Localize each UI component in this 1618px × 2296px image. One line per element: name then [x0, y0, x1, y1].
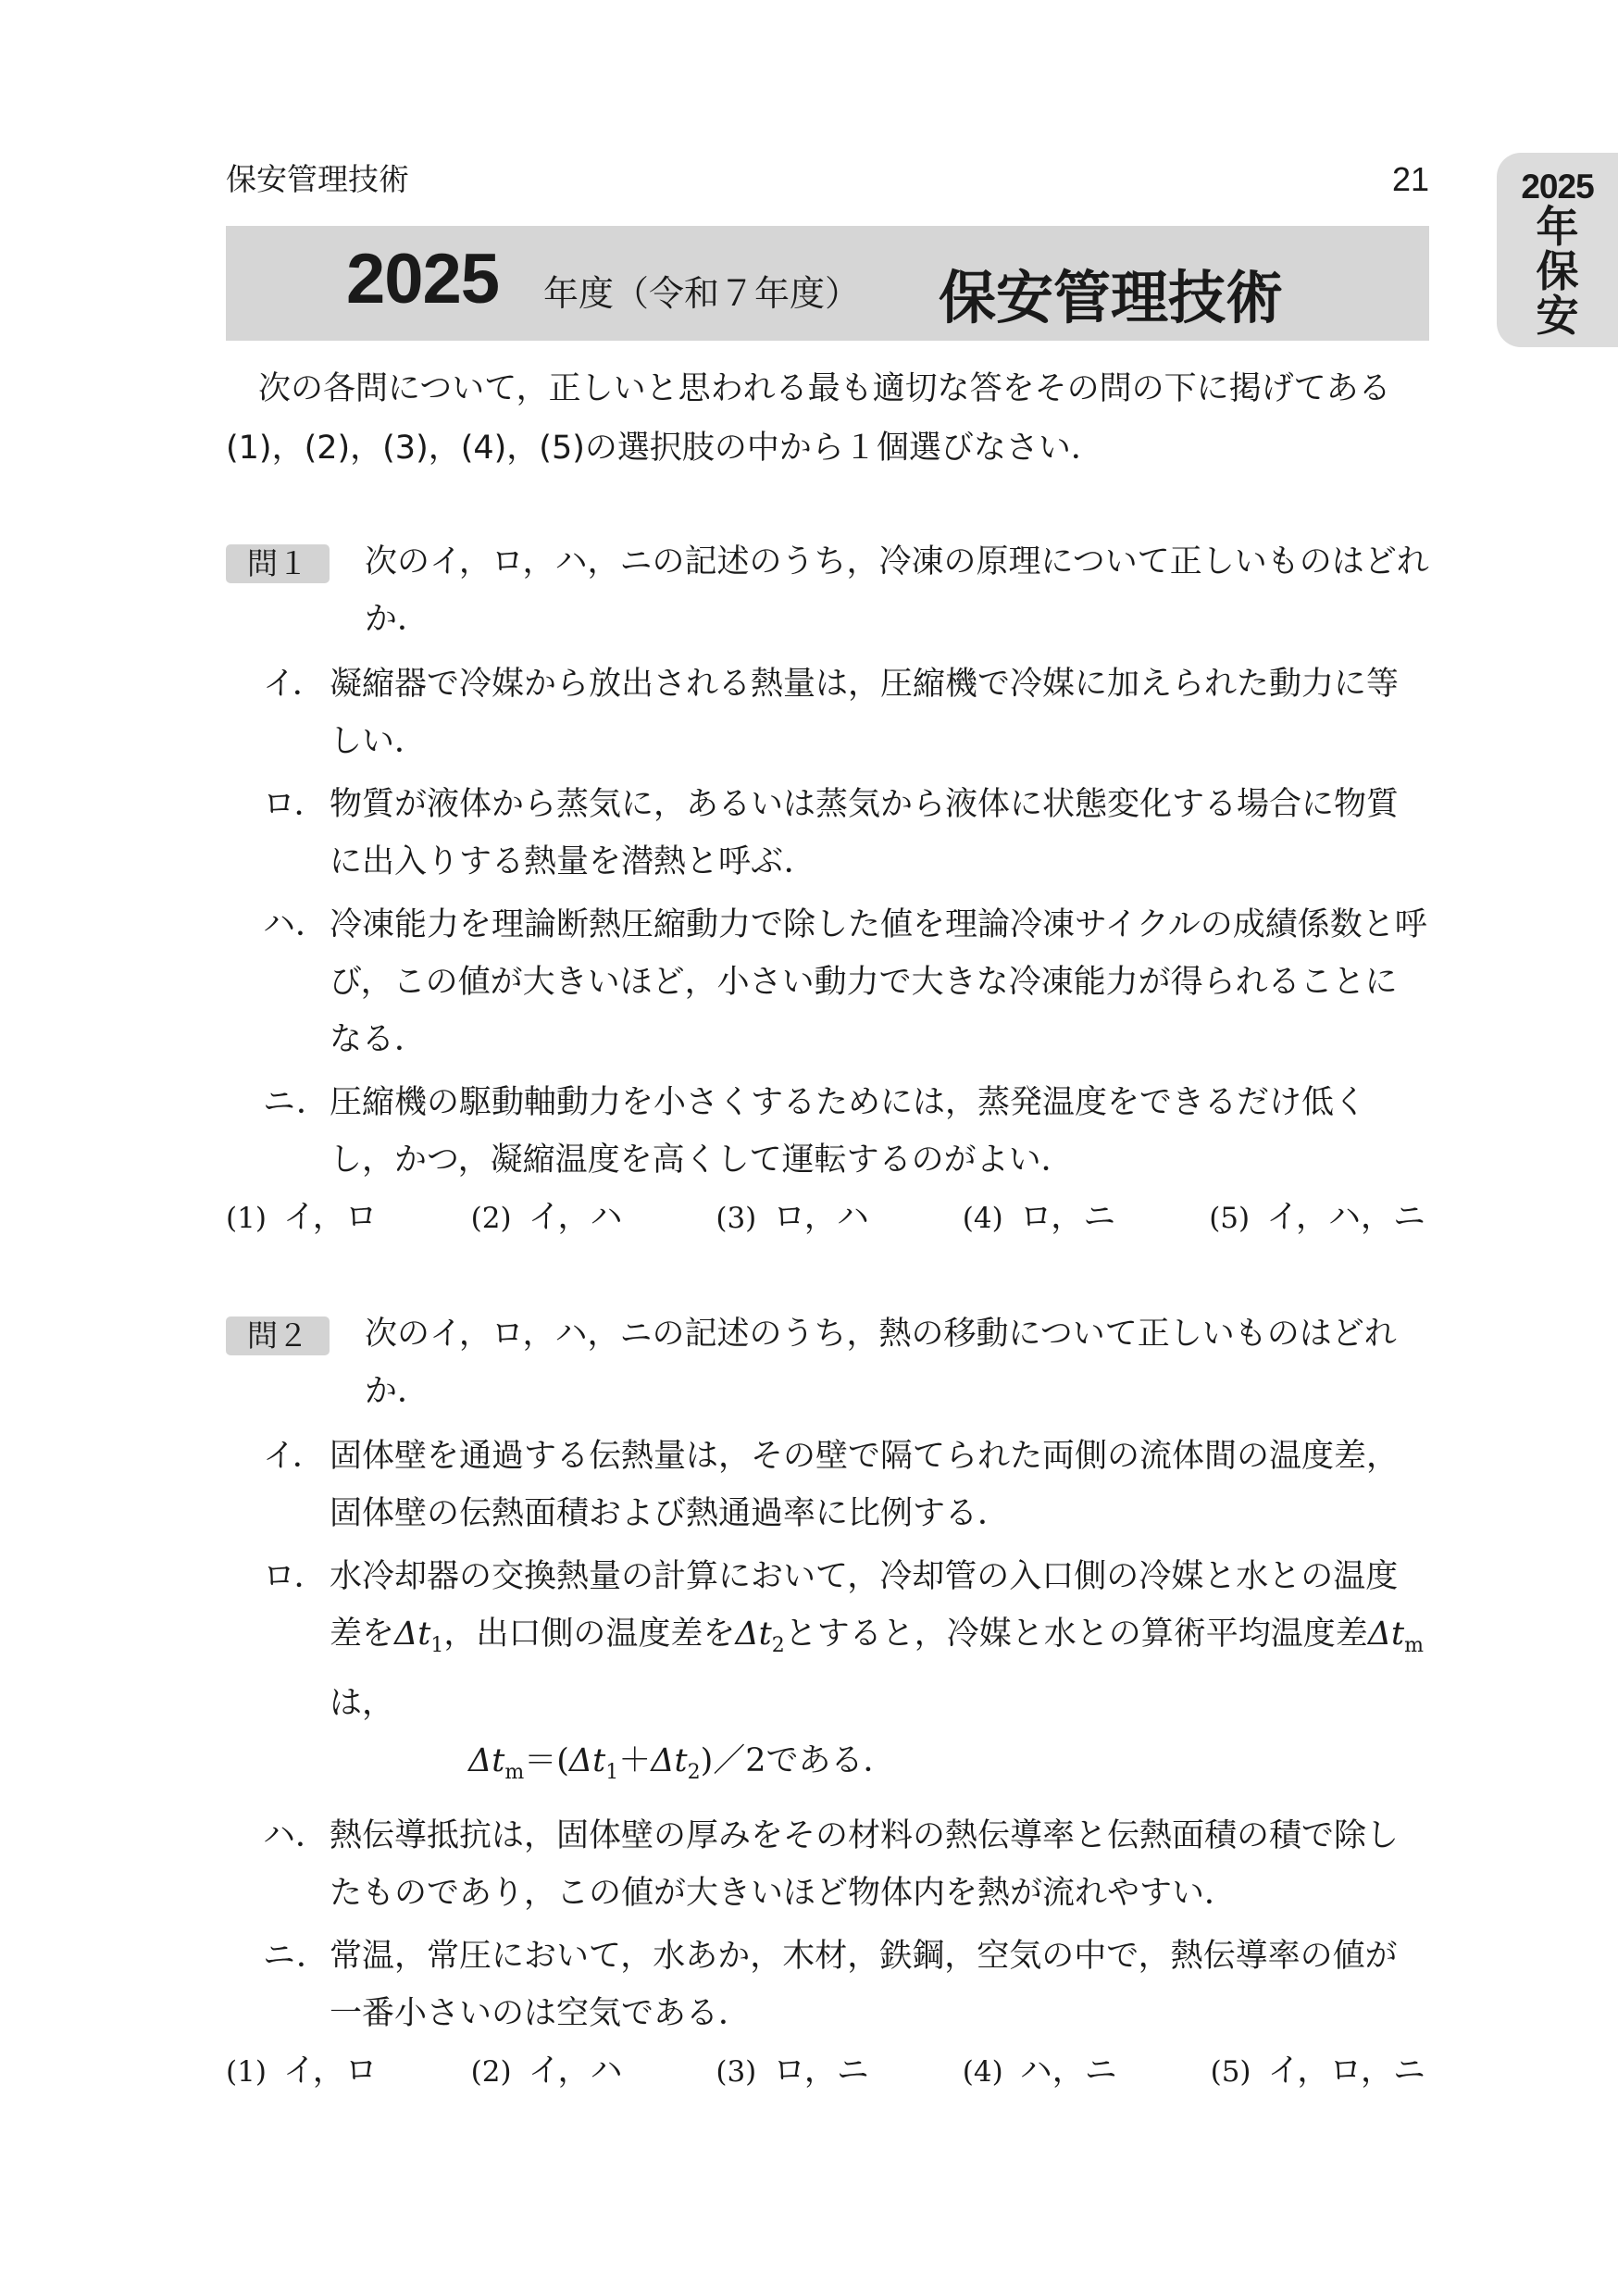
- tab-char-an: 安: [1536, 291, 1579, 341]
- choice-4[interactable]: (4) ロ，ニ: [962, 1199, 1116, 1236]
- delta-t2: $\Delta t_2$: [735, 1616, 785, 1657]
- running-header-title: 保安管理技術: [226, 161, 409, 197]
- question-2-stem: [226, 1305, 1429, 1420]
- delta-t1: $\Delta t_1$: [394, 1616, 444, 1657]
- title-year: 2025: [346, 240, 500, 318]
- item-text-a: 水冷却器の交換熱量の計算において，冷却管の入口側の冷媒と水との温度差を: [330, 1558, 1399, 1653]
- choice-1[interactable]: (1) イ，ロ: [226, 2053, 378, 2090]
- choice-2[interactable]: (2) イ，ハ: [470, 2053, 623, 2090]
- choice-1[interactable]: (1) イ，ロ: [226, 1199, 378, 1236]
- question-2-item-ni: [226, 1928, 1429, 2042]
- item-marker: ニ．: [263, 1084, 330, 1121]
- choice-3[interactable]: (3) ロ，ニ: [716, 2053, 869, 2090]
- item-text: 物質が液体から蒸気に，あるいは蒸気から液体に状態変化する場合に物質に出入りする熱量を潜熱と呼ぶ．: [330, 786, 1400, 880]
- delta-tm: $\Delta t_m$: [1367, 1616, 1424, 1657]
- item-text: 固体壁を通過する伝熱量は，その壁で隔てられた両側の流体間の温度差，固体壁の伝熱面積および熱通過率に比例する．: [330, 1438, 1400, 1532]
- question-2-label: 問２: [226, 1316, 330, 1355]
- item-marker: ハ．: [263, 906, 329, 943]
- question-1-stem: [226, 533, 1429, 648]
- question-2-item-i: [226, 1428, 1429, 1542]
- question-1-item-ha: [226, 896, 1429, 1068]
- mean-temperature-formula: $\Delta t_m=(\Delta t_1+\Delta t_2)/2$である．: [468, 1742, 896, 1784]
- running-header: [226, 157, 1429, 202]
- question-2-choices: [226, 2042, 1429, 2101]
- tab-char-nen: 年: [1536, 202, 1579, 252]
- item-marker: ハ．: [263, 1817, 329, 1854]
- choice-5[interactable]: (5) イ，ロ，ニ: [1210, 2053, 1425, 2090]
- item-text-c: とすると，冷媒と水との算術平均温度差: [784, 1616, 1368, 1653]
- question-1-item-ni: [226, 1074, 1429, 1189]
- item-text: 圧縮機の駆動軸動力を小さくするためには，蒸発温度をできるだけ低くし，かつ，凝縮温度を高くして運転するのがよい．: [330, 1084, 1367, 1179]
- title-era: 年度（令和７年度）: [543, 273, 861, 314]
- instructions: [226, 359, 1429, 478]
- question-2-item-ro: [226, 1548, 1429, 1802]
- question-1-item-ro: [226, 776, 1429, 891]
- tab-char-ho: 保: [1536, 246, 1579, 296]
- item-marker: イ．: [263, 666, 325, 703]
- question-1: [226, 533, 1429, 1247]
- title-subject: 保安管理技術: [939, 264, 1284, 331]
- question-1-item-i: [226, 655, 1429, 770]
- item-marker: ニ．: [263, 1938, 330, 1975]
- choice-3[interactable]: (3) ロ，ハ: [716, 1199, 869, 1236]
- item-text: 冷凍能力を理論断熱圧縮動力で除した値を理論冷凍サイクルの成績係数と呼び，この値が大きいほど，小さい動力で大きな冷凍能力が得られることになる．: [330, 906, 1427, 1058]
- question-1-choices: [226, 1189, 1429, 1247]
- item-marker: ロ．: [263, 1558, 327, 1595]
- page-number: 21: [1391, 160, 1429, 198]
- choice-4[interactable]: (4) ハ，ニ: [962, 2053, 1117, 2090]
- choice-2[interactable]: (2) イ，ハ: [470, 1199, 623, 1236]
- year-index-tab: [1497, 153, 1618, 347]
- item-text: 常温，常圧において，水あか，木材，鉄鋼，空気の中で，熱伝導率の値が一番小さいのは空気である．: [330, 1938, 1398, 2032]
- item-marker: ロ．: [263, 786, 327, 823]
- item-text-b: ，出口側の温度差を: [443, 1616, 736, 1653]
- item-text: 熱伝導抵抗は，固体壁の厚みをその材料の熱伝導率と伝熱面積の積で除したものであり，この値が大きいほど物体内を熱が流れやすい．: [330, 1817, 1400, 1912]
- item-marker: イ．: [263, 1438, 325, 1475]
- instructions-text: 次の各問について，正しいと思われる最も適切な答をその問の下に掲げてある(1)，(2)，(3)，(4)，(5)の選択肢の中から１個選びなさい．: [226, 370, 1391, 467]
- item-text: 凝縮器で冷媒から放出される熱量は，圧縮機で冷媒に加えられた動力に等しい．: [330, 666, 1400, 760]
- tab-year: 2025: [1521, 168, 1594, 206]
- title-band: [226, 226, 1429, 341]
- question-2-text: 次のイ，ロ，ハ，ニの記述のうち，熱の移動について正しいものはどれか．: [365, 1316, 1397, 1410]
- question-1-label: 問１: [226, 544, 330, 583]
- question-2-item-ha: [226, 1807, 1429, 1922]
- item-text-d: は，: [330, 1685, 395, 1722]
- question-2: [226, 1305, 1429, 2101]
- choice-5[interactable]: (5) イ，ハ，ニ: [1209, 1199, 1425, 1236]
- question-1-text: 次のイ，ロ，ハ，ニの記述のうち，冷凍の原理について正しいものはどれか．: [365, 543, 1429, 638]
